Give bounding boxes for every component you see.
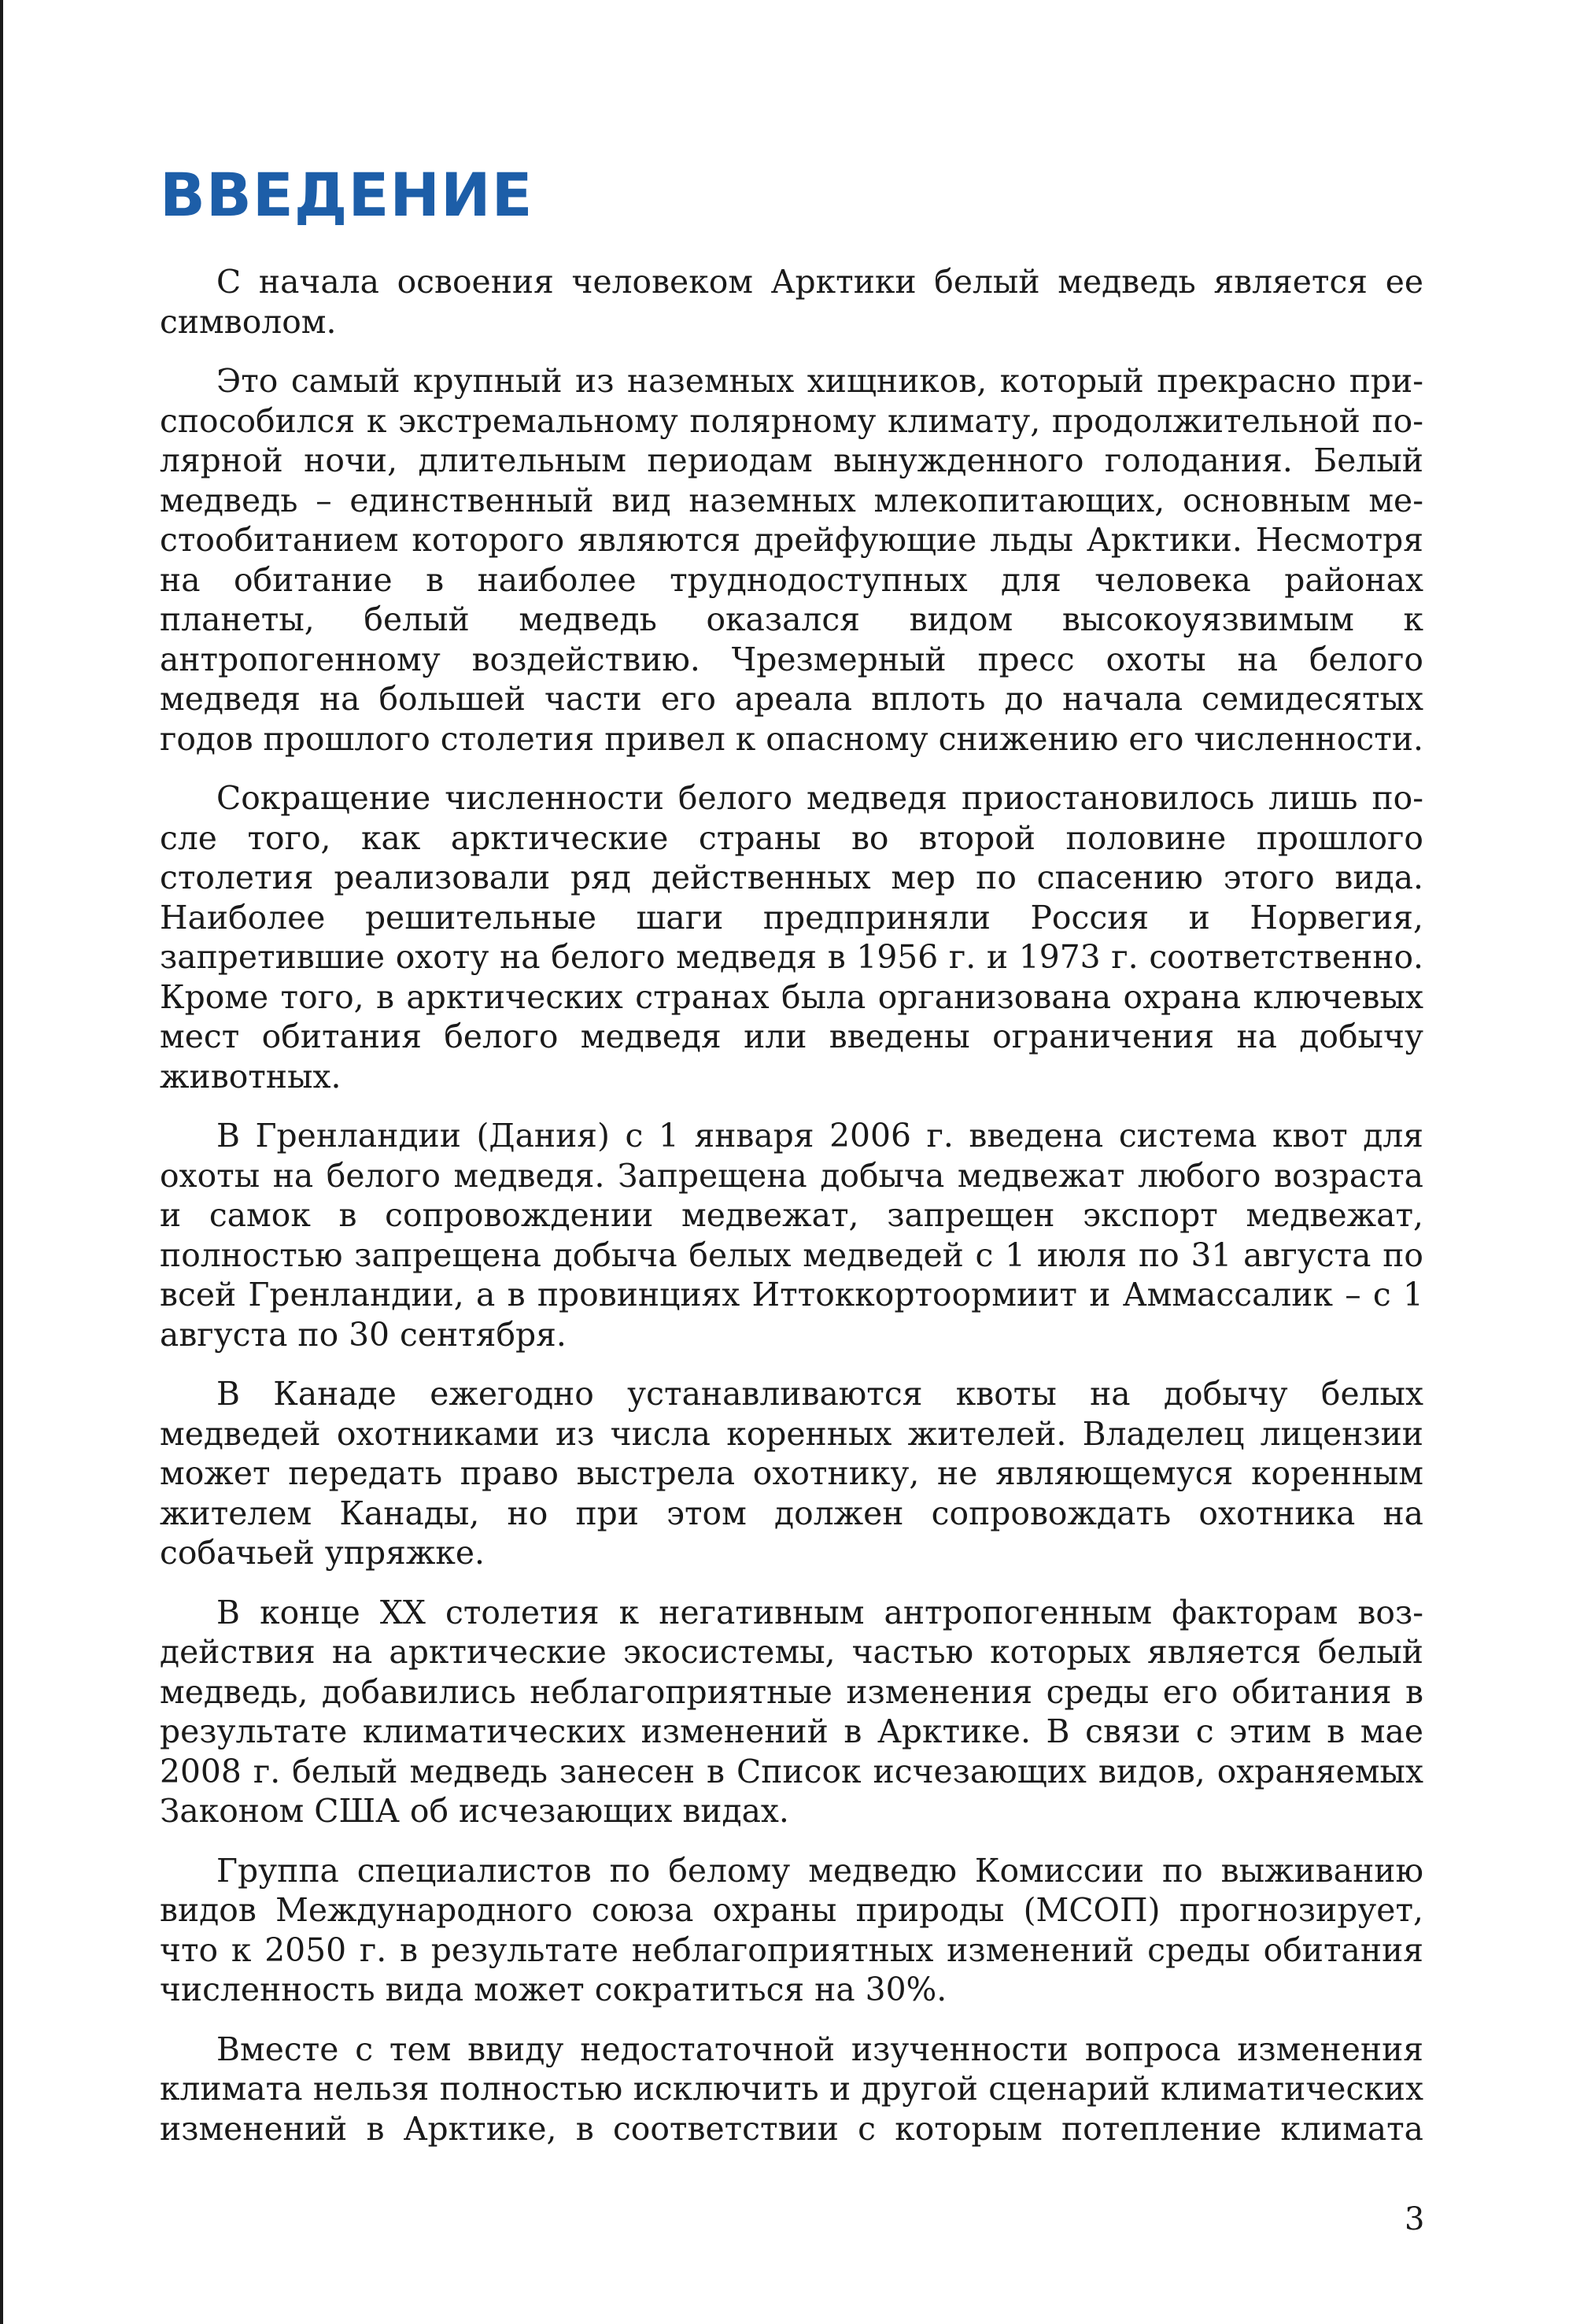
- paragraph: Сокращение численности белого медведя приостановилось лишь после того, как арктические страны во второй половине прошлого столетия реализовали ряд действенных мер по спасению этого вида. Наиболее решительные шаги предприняли Россия и Норвегия, запретившие охоту на белого медведя в 1956 г. и 1973 г. соответственно. Кроме того, в арктических странах была организована охрана ключевых мест обитания белого медведя или введены ограничения на добычу животных.: [160, 779, 1423, 1095]
- paragraph: Вместе с тем ввиду недостаточной изученности вопроса изменения климата нельзя полностью исключить и другой сценарий климатических изменений в Арктике, в соответствии с которым потепление климата: [160, 2030, 1423, 2148]
- page-edge-line: [0, 0, 3, 2324]
- paragraph: В конце ХХ столетия к негативным антропогенным факторам воздействия на арктические экосистемы, частью которых является белый медведь, добавились неблагоприятные изменения среды его обитания в результате климатических изменений в Арктике. В связи с этим в мае 2008 г. белый медведь занесен в Список исчезающих видов, охраняемых Законом США об исчезающих видах.: [160, 1593, 1423, 1830]
- paragraph: С начала освоения человеком Арктики белый медведь является ее символом.: [160, 263, 1423, 341]
- page-number: 3: [1405, 2201, 1425, 2237]
- page-title: ВВЕДЕНИЕ: [160, 160, 533, 230]
- body-text: [160, 262, 1423, 2148]
- paragraph: В Канаде ежегодно устанавливаются квоты на добычу белых медведей охотниками из числа коренных жителей. Владелец лицензии может передать право выстрела охотнику, не являющемуся коренным жителем Канады, но при этом должен сопровождать охотника на собачьей упряжке.: [160, 1375, 1423, 1572]
- paragraph: Группа специалистов по белому медведю Комиссии по выживанию видов Международного союза охраны природы (МСОП) прогнозирует, что к 2050 г. в результате неблагоприятных изменений среды обитания численность вида может сократиться на 30%.: [160, 1851, 1423, 2008]
- paragraph: Это самый крупный из наземных хищников, который прекрасно приспособился к экстремальному полярному климату, продолжительной полярной ночи, длительным периодам вынужденного голодания. Белый медведь – единственный вид наземных млекопитающих, основным местообитанием которого являются дрейфующие льды Арктики. Несмотря на обитание в наиболее труднодоступных для человека районах планеты, белый медведь оказался видом высокоуязвимым к антропогенному воздействию. Чрезмерный пресс охоты на белого медведя на большей части его ареала вплоть до начала семидесятых годов прошлого столетия привел к опасному снижению его численности.: [160, 362, 1423, 758]
- paragraph: В Гренландии (Дания) с 1 января 2006 г. введена система квот для охоты на белого медведя. Запрещена добыча медвежат любого возраста и самок в сопровождении медвежат, запрещен экспорт медвежат, полностью запрещена добыча белых медведей с 1 июля по 31 августа по всей Гренландии, а в провинциях Иттоккортоормиит и Аммассалик – с 1 августа по 30 сентября.: [160, 1117, 1423, 1354]
